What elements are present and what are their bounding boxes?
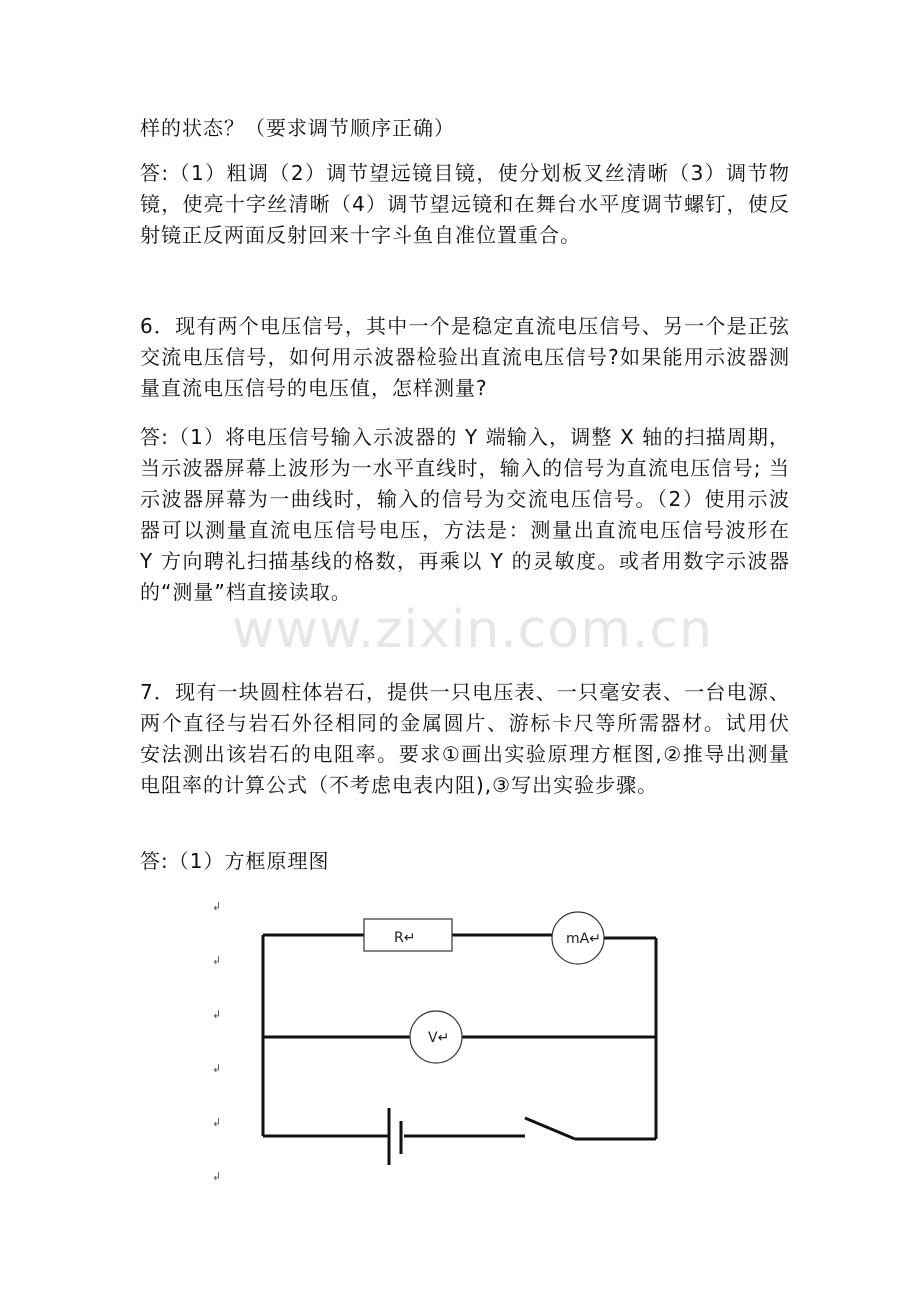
paragraph-answer7-heading: 答:（1）方框原理图 <box>140 849 330 873</box>
switch-blade <box>525 1118 575 1139</box>
paragraph-question6: 6．现有两个电压信号，其中一个是稳定直流电压信号、另一个是正弦交流电压信号，如何用示波器检验出直流电压信号?如果能用示波器测量直流电压信号的电压值，怎样测量? <box>140 314 790 400</box>
paragraph-mark: ↲ <box>212 1116 222 1129</box>
paragraph-mark: ↲ <box>212 1170 222 1183</box>
paragraph-question7: 7．现有一块圆柱体岩石，提供一只电压表、一只毫安表、一台电源、两个直径与岩石外径相同的金属圆片、游标卡尺等所需器材。试用伏安法测出该岩石的电阻率。要求①画出实验原理方框图,②推导出测量电阻率的计算公式（不考虑电表内阻),③写出实验步骤。 <box>140 680 790 797</box>
paragraph-mark: ↲ <box>212 1008 222 1021</box>
watermark: www.zixin.com.cn <box>232 600 713 660</box>
paragraph-answer5: 答:（1）粗调（2）调节望远镜目镜，使分划板叉丝清晰（3）调节物镜，使亮十字丝清晰（4）调节望远镜和在舞台水平度调节螺钉，使反射镜正反两面反射回来十字斗鱼自准位置重合。 <box>140 161 790 247</box>
paragraph-answer6: 答:（1）将电压信号输入示波器的 Y 端输入，调整 X 轴的扫描周期，当示波器屏幕上波形为一水平直线时，输入的信号为直流电压信号; 当示波器屏幕为一曲线时，输入的信号为交流电压信号。（2）使用示波器可以测量直流电压信号电压，方法是：测量出直流电压信号波形在 Y 方向聘礼扫描基线的格数，再乘以 Y 的灵敏度。或者用数字示波器的“测量”档直接读取。 <box>140 425 790 604</box>
voltmeter-label: V↵ <box>428 1030 450 1046</box>
resistor-label: R↵ <box>394 930 416 946</box>
paragraph-question5-tail: 样的状态？（要求调节顺序正确） <box>140 116 455 140</box>
paragraph-mark: ↲ <box>212 954 222 967</box>
paragraph-mark: ↲ <box>212 900 222 913</box>
paragraph-mark: ↲ <box>212 1062 222 1075</box>
ammeter-label: mA↵ <box>566 931 601 947</box>
